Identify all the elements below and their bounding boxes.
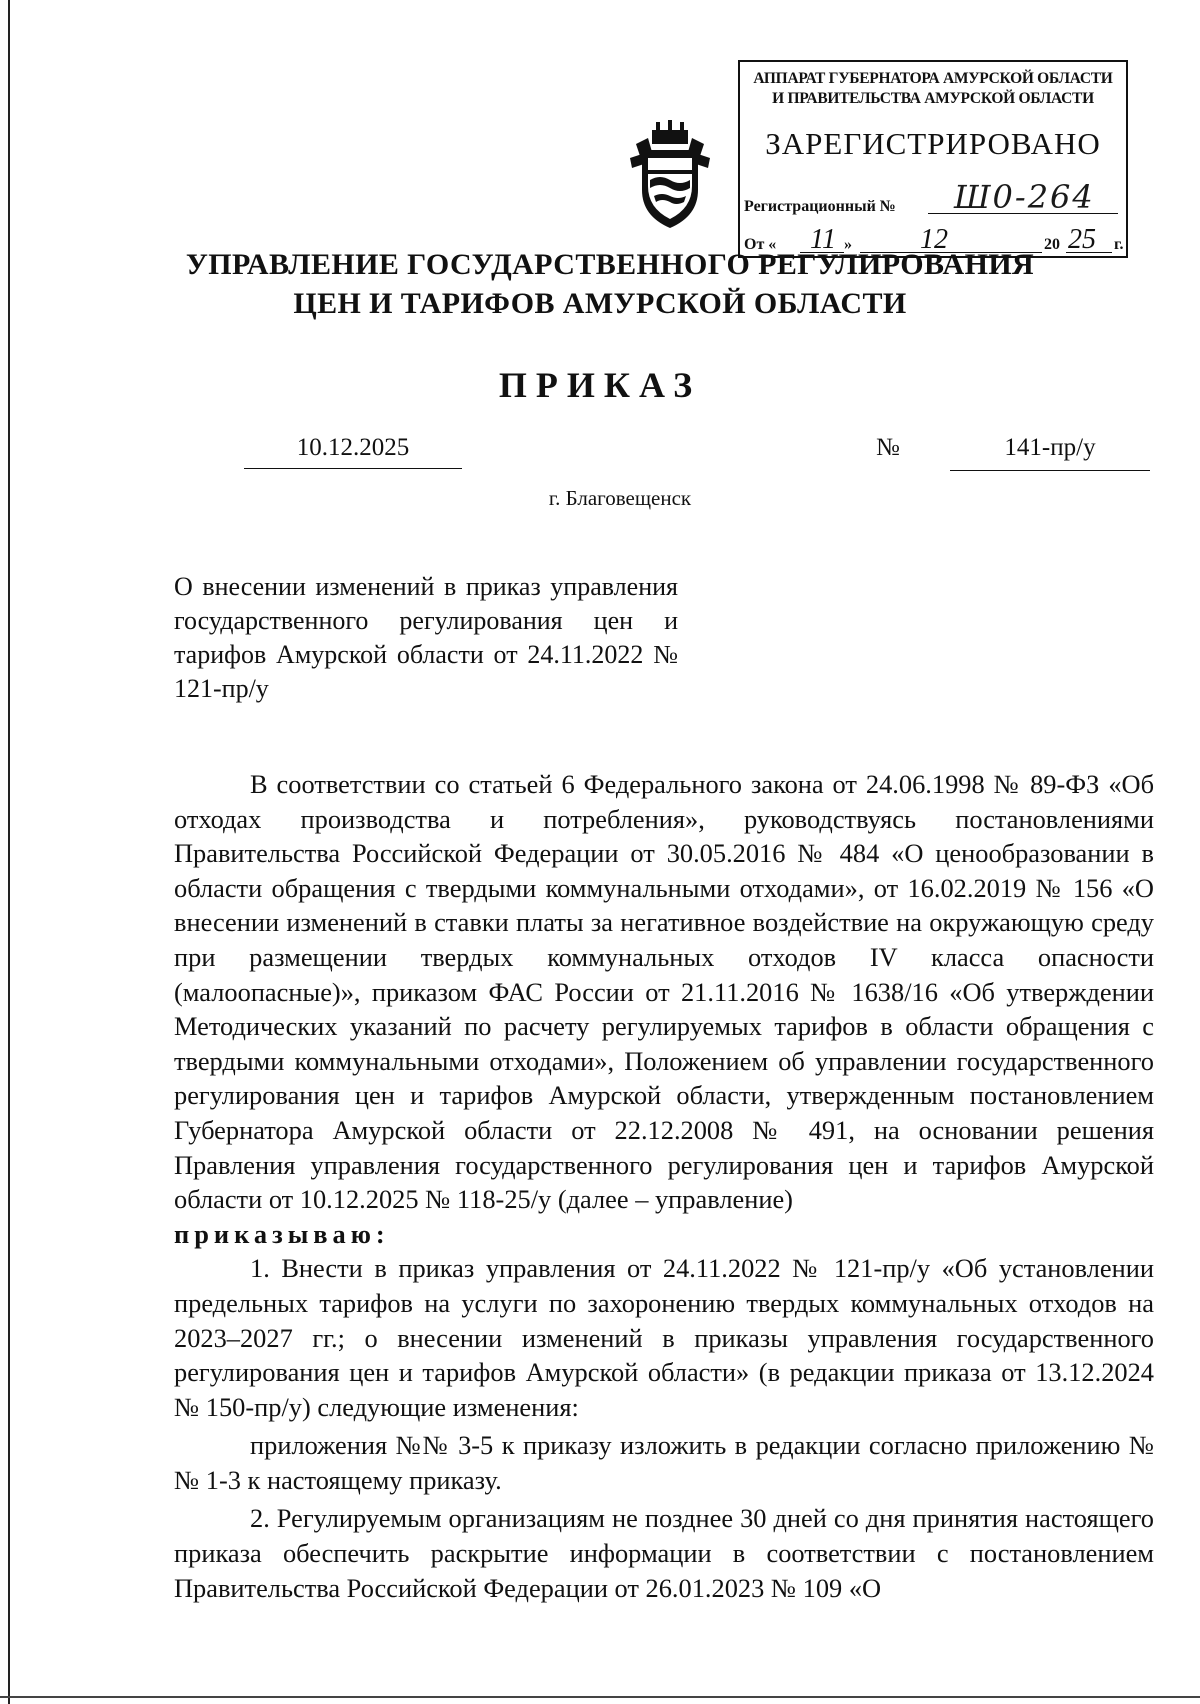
order-number-sign: № (876, 434, 900, 461)
order-number: 141-пр/у (1004, 434, 1096, 461)
order-number-underline (950, 470, 1150, 471)
coat-of-arms-icon (626, 120, 714, 230)
stamp-org-line2: И ПРАВИТЕЛЬСТВА АМУРСКОЙ ОБЛАСТИ (772, 90, 1094, 107)
scan-edge-bottom (0, 1696, 1200, 1698)
preamble-paragraph: В соответствии со статьей 6 Федерального закона от 24.06.1998 № 89-ФЗ «Об отходах производства и потребления», руководствуясь постановлениями Правительства Российской Федерации от 30.05.2016 № 484 «О ценообразовании в области обращения с твердыми коммунальными отходами», от 16.02.2019 № 156 «О внесении изменений в ставки платы за негативное воздействие на окружающую среду при размещении твердых коммунальных отходов IV класса опасности (малоопасные)», приказом ФАС России от 21.11.2016 № 1638/16 «Об утверждении Методических указаний по расчету регулируемых тарифов в области обращения с твердыми коммунальными отходами», Положением об управлении государственного регулирования цен и тарифов Амурской области, утвержденным постановлением Губернатора Амурской области от 22.12.2008 № 491, на основании решения Правления управления государственного регулирования цен и тарифов Амурской области от 10.12.2025 № 118-25/у (далее – управление) (174, 769, 1154, 1215)
stamp-title: ЗАРЕГИСТРИРОВАНО (765, 126, 1101, 161)
document-type: ПРИКАЗ (498, 365, 702, 405)
order-date: 10.12.2025 (296, 434, 410, 461)
stamp-reg-number-value: Ш0-264 (954, 178, 1095, 216)
stamp-date-label: От « (744, 236, 777, 253)
order-date-underline (244, 468, 462, 469)
stamp-reg-number-row (744, 178, 1118, 218)
registration-stamp (738, 60, 1128, 258)
order-subject: О внесении изменений в приказ управления государственного регулирования цен и тарифов Амурской области от 24.11.2022 № 121-пр/у (174, 572, 678, 703)
org-title-line2: ЦЕН И ТАРИФОВ АМУРСКОЙ ОБЛАСТИ (293, 287, 907, 320)
stamp-date-year: 25 (1068, 224, 1096, 255)
orders-word: приказываю: (174, 1218, 390, 1249)
scan-edge-left (8, 0, 10, 1704)
stamp-org-line1: АППАРАТ ГУБЕРНАТОРА АМУРСКОЙ ОБЛАСТИ (753, 70, 1113, 87)
item-1-text-paragraph: приложения №№ 3-5 к приказу изложить в редакции согласно приложению №№ 1-3 к настоящему приказу. (174, 1430, 1154, 1495)
stamp-date-year-unit: г. (1114, 236, 1124, 253)
stamp-date-day-close: » (844, 236, 852, 253)
city: г. Благовещенск (548, 486, 692, 510)
item-2-paragraph: 2. Регулируемым организациям не позднее 30 дней со дня принятия настоящего приказа обеспечить раскрытие информации в соответствии с постановлением Правительства Российской Федерации от 26.01.2023 № 109 «О (174, 1503, 1154, 1603)
item-1-paragraph: 1. Внести в приказ управления от 24.11.2022 № 121-пр/у «Об установлении предельных тарифов на услуги по захоронению твердых коммунальных отходов на 2023–2027 гг.; о внесении изменений в приказы управления государственного регулирования цен и тарифов Амурской области» (в редакции приказа от 13.12.2024 № 150-пр/у) следующие изменения: (174, 1253, 1154, 1422)
stamp-reg-number-label: Регистрационный № (744, 198, 896, 215)
stamp-date-month: 12 (920, 224, 948, 255)
stamp-date-year-prefix: 20 (1044, 236, 1060, 253)
stamp-date-day: 11 (810, 224, 836, 255)
org-title-line1: УПРАВЛЕНИЕ ГОСУДАРСТВЕННОГО РЕГУЛИРОВАНИЯ (185, 248, 1035, 281)
order-body (174, 767, 1154, 1605)
